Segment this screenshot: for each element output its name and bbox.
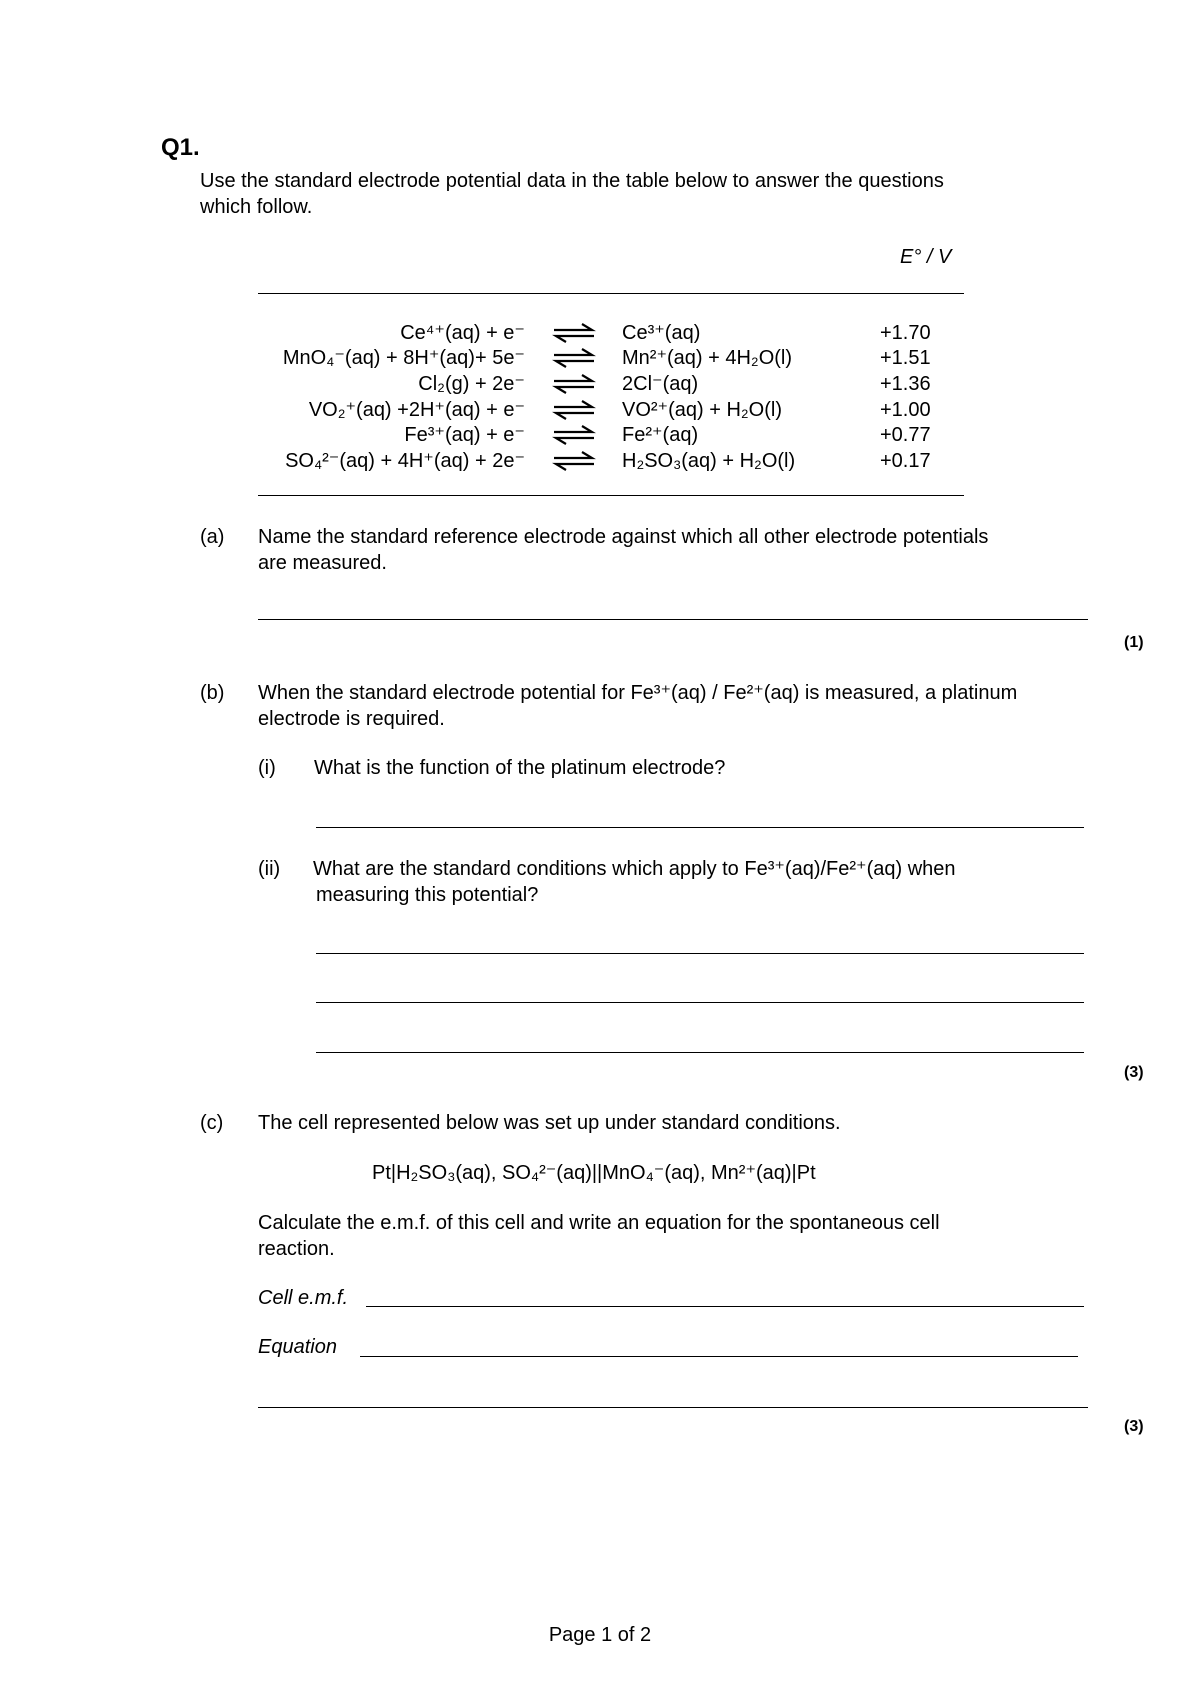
marks-a: (1)	[1124, 634, 1144, 651]
equation-left: VO₂⁺(aq) +2H⁺(aq) + e⁻	[308, 399, 525, 421]
part-a-line-2: are measured.	[258, 552, 387, 574]
part-c-calc-line-2: reaction.	[258, 1238, 335, 1260]
question-number: Q1.	[161, 134, 200, 161]
equation-right: Ce³⁺(aq)	[622, 322, 701, 344]
part-b-ii-label: (ii)	[258, 858, 281, 880]
cell-notation: Pt|H₂SO₃(aq), SO₄²⁻(aq)||MnO₄⁻(aq), Mn²⁺(aq)|Pt	[372, 1162, 816, 1184]
answer-line-a[interactable]	[258, 619, 1088, 620]
part-b-ii-line-1: What are the standard conditions which apply to Fe³⁺(aq)/Fe²⁺(aq) when	[313, 858, 956, 880]
answer-line-b-ii-1[interactable]	[316, 953, 1084, 954]
marks-b: (3)	[1124, 1064, 1144, 1081]
table-top-rule	[258, 293, 964, 294]
equation-left: Fe³⁺(aq) + e⁻	[404, 424, 525, 446]
part-a-label: (a)	[200, 526, 225, 548]
part-b-label: (b)	[200, 682, 225, 704]
part-a-line-1: Name the standard reference electrode against which all other electrode potentials	[258, 526, 989, 548]
part-c-calc-line-1: Calculate the e.m.f. of this cell and write an equation for the spontaneous cell	[258, 1212, 940, 1234]
equilibrium-arrow-icon	[552, 424, 596, 446]
equation-right: H₂SO₃(aq) + H₂O(l)	[622, 450, 796, 472]
equation-potential: +0.77	[880, 424, 931, 446]
table-header-e-volts: E° / V	[900, 246, 952, 268]
answer-line-b-ii-3[interactable]	[316, 1052, 1084, 1053]
answer-line-c[interactable]	[258, 1407, 1088, 1408]
marks-c: (3)	[1124, 1418, 1144, 1435]
equilibrium-arrow-icon	[552, 450, 596, 472]
equation-potential: +0.17	[880, 450, 931, 472]
equation-left: Ce⁴⁺(aq) + e⁻	[400, 322, 525, 344]
part-b-line-1: When the standard electrode potential for Fe³⁺(aq) / Fe²⁺(aq) is measured, a platinum	[258, 682, 1018, 704]
equation-potential: +1.70	[880, 322, 931, 344]
intro-line-2: which follow.	[200, 196, 313, 218]
intro-line-1: Use the standard electrode potential data in the table below to answer the questions	[200, 170, 944, 192]
answer-line-b-i[interactable]	[316, 827, 1084, 828]
part-b-i-label: (i)	[258, 757, 276, 779]
equation-right: Mn²⁺(aq) + 4H₂O(l)	[622, 347, 793, 369]
equilibrium-arrow-icon	[552, 322, 596, 344]
equation-potential: +1.00	[880, 399, 931, 421]
equation-potential: +1.51	[880, 347, 931, 369]
equation-right: Fe²⁺(aq)	[622, 424, 699, 446]
part-b-line-2: electrode is required.	[258, 708, 445, 730]
equation-left: MnO₄⁻(aq) + 8H⁺(aq)+ 5e⁻	[282, 347, 525, 369]
equilibrium-arrow-icon	[552, 347, 596, 369]
page-footer: Page 1 of 2	[548, 1624, 652, 1646]
equilibrium-arrow-icon	[552, 399, 596, 421]
equilibrium-arrow-icon	[552, 373, 596, 395]
equation-left: Cl₂(g) + 2e⁻	[418, 373, 525, 395]
part-b-ii-line-2: measuring this potential?	[316, 884, 539, 906]
equation-right: 2Cl⁻(aq)	[622, 373, 699, 395]
table-bottom-rule	[258, 495, 964, 496]
equation-answer-line[interactable]	[360, 1356, 1078, 1357]
equation-right: VO²⁺(aq) + H₂O(l)	[622, 399, 782, 421]
part-b-i-text: What is the function of the platinum electrode?	[314, 757, 726, 779]
equation-left: SO₄²⁻(aq) + 4H⁺(aq) + 2e⁻	[285, 450, 525, 472]
part-c-label: (c)	[200, 1112, 224, 1134]
part-c-line-1: The cell represented below was set up under standard conditions.	[258, 1112, 841, 1134]
equation-label: Equation	[258, 1336, 337, 1358]
cell-emf-answer-line[interactable]	[366, 1306, 1084, 1307]
equation-potential: +1.36	[880, 373, 931, 395]
answer-line-b-ii-2[interactable]	[316, 1002, 1084, 1003]
cell-emf-label: Cell e.m.f.	[258, 1287, 349, 1309]
